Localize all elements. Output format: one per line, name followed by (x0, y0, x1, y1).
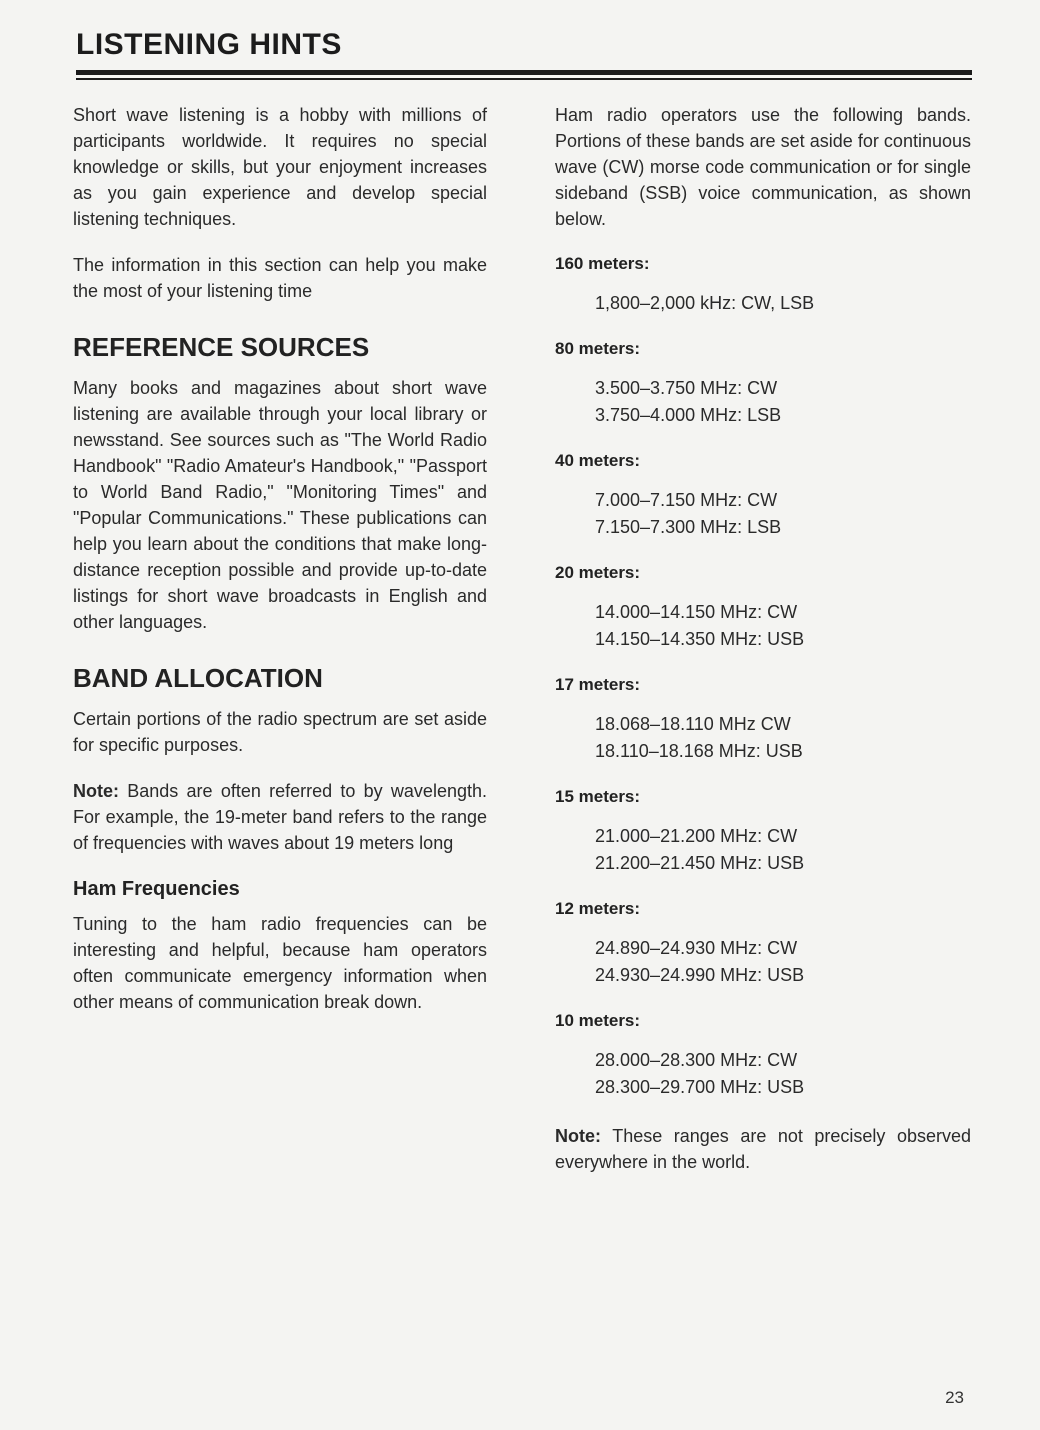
reference-sources-heading: REFERENCE SOURCES (73, 332, 370, 362)
band-ranges (595, 599, 971, 653)
band-range: 21.200–21.450 MHz: USB (595, 853, 805, 873)
header-rule-thick (76, 70, 972, 75)
band-ranges (595, 711, 971, 765)
band-range: 1,800–2,000 kHz: CW, LSB (595, 293, 815, 313)
band-allocation-note (73, 778, 487, 856)
band-heading: 12 meters: (555, 899, 641, 918)
band-allocation-text: Certain portions of the radio spectrum are set aside for specific purposes. (73, 709, 487, 755)
page-title: LISTENING HINTS (76, 28, 342, 61)
band-range: 28.300–29.700 MHz: USB (595, 1077, 805, 1097)
band-heading: 15 meters: (555, 787, 641, 806)
band-heading: 80 meters: (555, 339, 641, 358)
band-heading: 40 meters: (555, 451, 641, 470)
band-range: 24.890–24.930 MHz: CW (595, 938, 798, 958)
intro-paragraph-1: Short wave listening is a hobby with millions of participants worldwide. It requires no special knowledge or skills, but your enjoyment increases as you gain experience and develop special listening techniques. (73, 105, 487, 229)
band-range: 14.150–14.350 MHz: USB (595, 629, 805, 649)
band-heading: 10 meters: (555, 1011, 641, 1030)
page-number: 23 (945, 1388, 964, 1407)
note-text: These ranges are not precisely observed everywhere in the world. (555, 1126, 971, 1172)
band-ranges (595, 935, 971, 989)
band-ranges (595, 487, 971, 541)
ranges-note (555, 1123, 971, 1175)
band-range: 14.000–14.150 MHz: CW (595, 602, 798, 622)
band-ranges (595, 375, 971, 429)
band-range: 21.000–21.200 MHz: CW (595, 826, 798, 846)
note-label: Note: (73, 781, 119, 801)
ham-frequencies-text: Tuning to the ham radio frequencies can be interesting and helpful, because ham operators often communicate emergency information when other means of communication break down. (73, 914, 487, 1012)
band-range: 3.500–3.750 MHz: CW (595, 378, 778, 398)
right-column (555, 102, 971, 1175)
band-range: 18.068–18.110 MHz CW (595, 714, 791, 734)
band-heading: 20 meters: (555, 563, 641, 582)
band-range: 18.110–18.168 MHz: USB (595, 741, 803, 761)
note-text: Bands are often referred to by wavelength. For example, the 19-meter band refers to the range of frequencies with waves about 19 meters long (73, 781, 487, 853)
ham-frequencies-heading: Ham Frequencies (73, 878, 240, 900)
band-range: 28.000–28.300 MHz: CW (595, 1050, 798, 1070)
header-rule-thin (76, 78, 972, 80)
band-heading: 160 meters: (555, 254, 650, 273)
band-range: 7.150–7.300 MHz: LSB (595, 517, 782, 537)
band-ranges (595, 290, 971, 317)
band-ranges (595, 1047, 971, 1101)
band-range: 3.750–4.000 MHz: LSB (595, 405, 782, 425)
reference-sources-text: Many books and magazines about short wave listening are available through your local library or newsstand. See sources such as "The World Radio Handbook" "Radio Amateur's Handbook," "Passport to World Band Radio," "Monitoring Times" and "Popular Communications." These publications can help you learn about the conditions that make long-distance reception possible and provide up-to-date listings for short wave broadcasts in English and other languages. (73, 378, 487, 632)
band-list (555, 252, 971, 1101)
band-heading: 17 meters: (555, 675, 641, 694)
band-ranges (595, 823, 971, 877)
band-range: 7.000–7.150 MHz: CW (595, 490, 778, 510)
band-range: 24.930–24.990 MHz: USB (595, 965, 805, 985)
ham-bands-intro: Ham radio operators use the following bands. Portions of these bands are set aside for continuous wave (CW) morse code communication or for single sideband (SSB) voice communication, as shown below. (555, 105, 971, 229)
note-label: Note: (555, 1126, 601, 1146)
left-column (73, 102, 487, 1015)
band-allocation-heading: BAND ALLOCATION (73, 663, 323, 693)
intro-paragraph-2: The information in this section can help you make the most of your listening time (73, 255, 487, 301)
